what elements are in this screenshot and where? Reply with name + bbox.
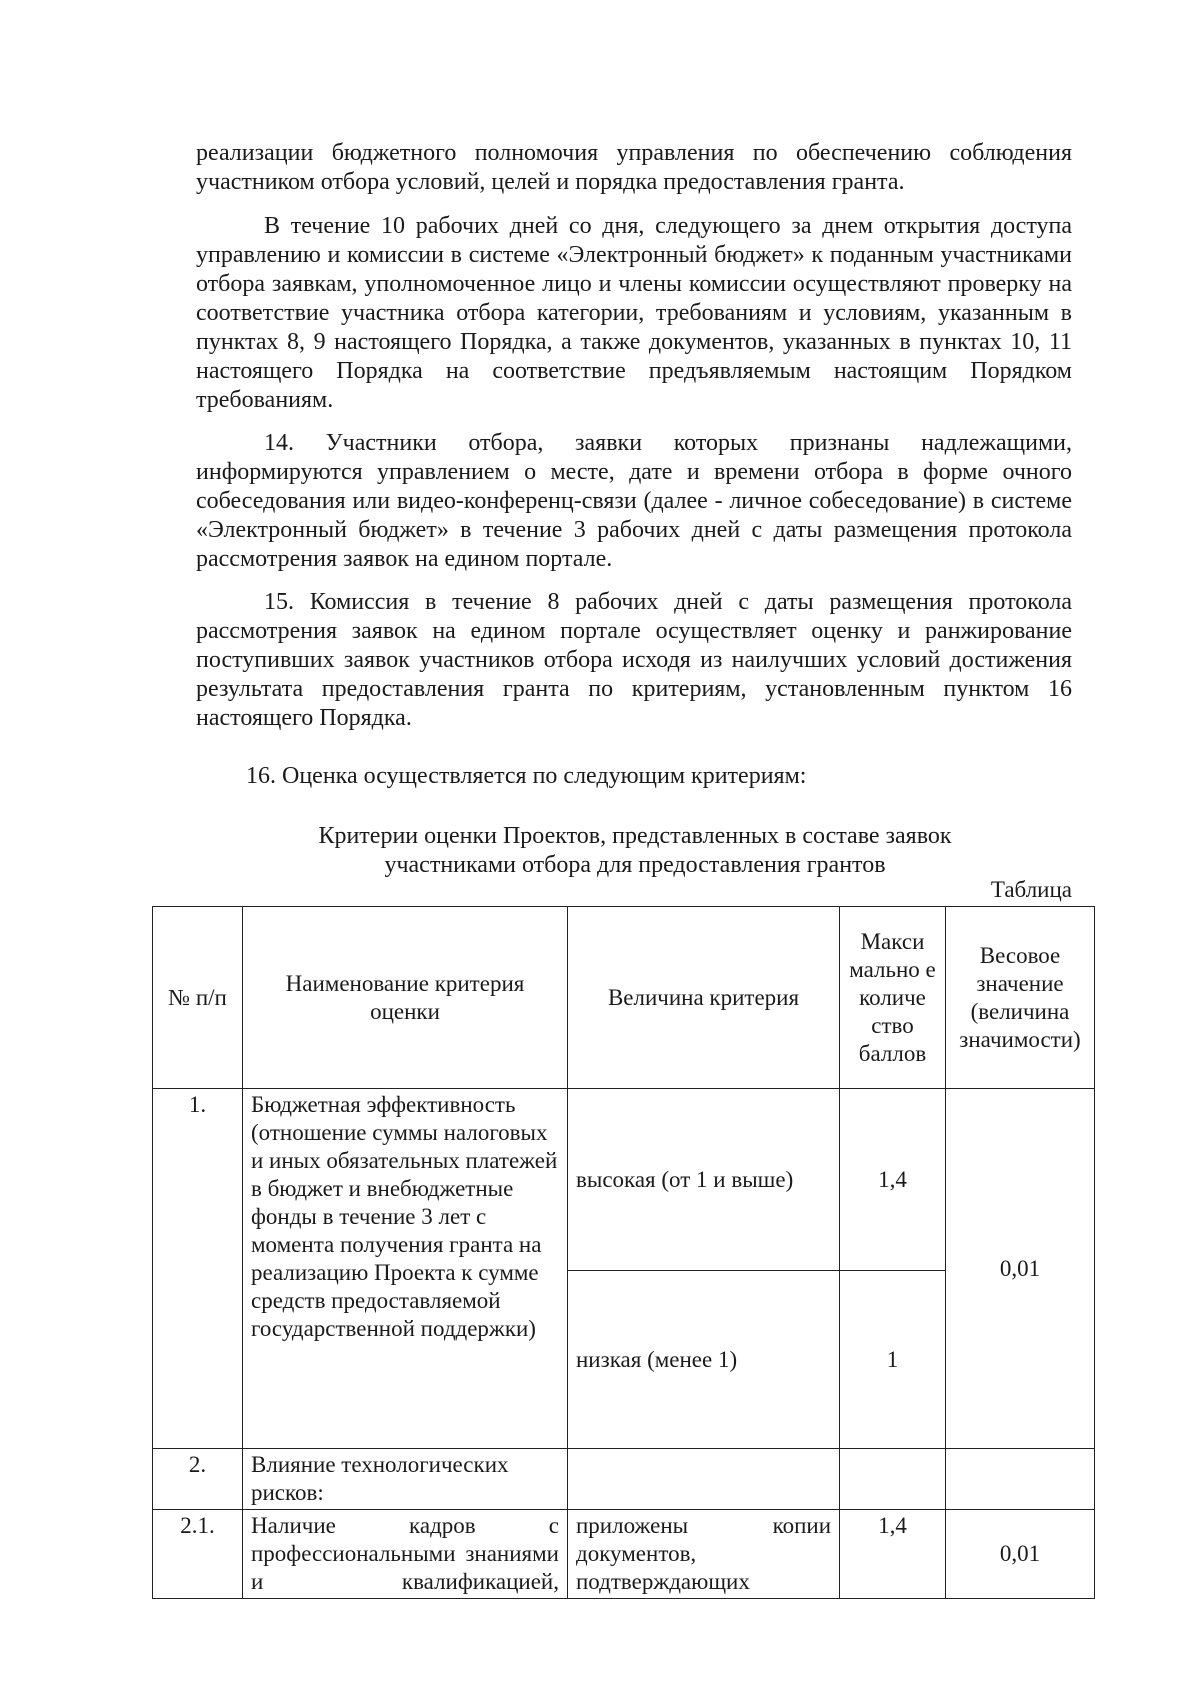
paragraph-15 (196, 588, 1072, 733)
row-1-value-low: низкая (менее 1) (568, 1271, 840, 1449)
paragraph-14 (196, 429, 1072, 574)
row-2-1-value: приложены копии документов, подтверждающих (568, 1510, 840, 1599)
paragraph-intro (196, 139, 1072, 197)
paragraph-16: 16. Оценка осуществляется по следующим критериям: (246, 763, 807, 789)
paragraph-1: реализации бюджетного полномочия управления по обеспечению соблюдения участником отбора условий, целей и порядка предоставления гранта. (196, 140, 1072, 195)
row-2-score-empty (840, 1449, 946, 1510)
header-criterion-name: Наименование критерия оценки (243, 907, 568, 1089)
row-2-1-criterion-name: Наличие кадров с профессиональными знаниями и квалификацией, (243, 1510, 568, 1599)
header-criterion-value: Величина критерия (568, 907, 840, 1089)
table-caption-line-1: Критерии оценки Проектов, представленных в составе заявок (318, 823, 952, 849)
table-caption-line-2: участниками отбора для предоставления грантов (384, 852, 886, 878)
row-2-1-weight: 0,01 (946, 1510, 1095, 1599)
row-1-value-high: высокая (от 1 и выше) (568, 1089, 840, 1271)
row-2-1-number: 2.1. (153, 1510, 243, 1599)
table-row (153, 1089, 1095, 1271)
criteria-table (152, 906, 1095, 1599)
table-row (153, 1449, 1095, 1510)
row-1-criterion-name: Бюджетная эффективность (отношение суммы налоговых и иных обязательных платежей в бюджет и внебюджетные фонды в течение 3 лет с момента получения гранта на реализацию Проекта к сумме средств предоставляемой государственной поддержки) (243, 1089, 568, 1449)
paragraph-4: 15. Комиссия в течение 8 рабочих дней с даты размещения протокола рассмотрения заявок на едином портале осуществляет оценку и ранжирование поступивших заявок участников отбора исходя из наилучших условий достижения результата предоставления гранта по критериям, установленным пунктом 16 настоящего Порядка. (196, 589, 1072, 731)
row-2-number: 2. (153, 1449, 243, 1510)
table-caption (230, 822, 1040, 880)
header-weight: Весовое значение (величина значимости) (946, 907, 1095, 1089)
row-2-1-score: 1,4 (840, 1510, 946, 1599)
row-2-criterion-name: Влияние технологических рисков: (243, 1449, 568, 1510)
paragraph-3: 14. Участники отбора, заявки которых признаны надлежащими, информируются управлением о месте, дате и времени отбора в форме очного собеседования или видео-конференц-связи (далее - личное собеседование) в системе «Электронный бюджет» в течение 3 рабочих дней с даты размещения протокола рассмотрения заявок на едином портале. (196, 430, 1072, 572)
header-number: № п/п (153, 907, 243, 1089)
row-1-number: 1. (153, 1089, 243, 1449)
table-row (153, 1510, 1095, 1599)
header-max-score: Макси мально е количе ство баллов (840, 907, 946, 1089)
table-label: Таблица (990, 877, 1072, 902)
row-1-weight: 0,01 (946, 1089, 1095, 1449)
row-2-value-empty (568, 1449, 840, 1510)
row-2-weight-empty (946, 1449, 1095, 1510)
paragraph-verification (196, 212, 1072, 415)
table-header-row (153, 907, 1095, 1089)
paragraph-2: В течение 10 рабочих дней со дня, следующего за днем открытия доступа управлению и комиссии в системе «Электронный бюджет» к поданным участниками отбора заявкам, уполномоченное лицо и члены комиссии осуществляют проверку на соответствие участника отбора категории, требованиям и условиям, указанным в пунктах 8, 9 настоящего Порядка, а также документов, указанных в пунктах 10, 11 настоящего Порядка на соответствие предъявляемым настоящим Порядком требованиям. (196, 213, 1072, 413)
row-1-score-high: 1,4 (840, 1089, 946, 1271)
row-1-score-low: 1 (840, 1271, 946, 1449)
